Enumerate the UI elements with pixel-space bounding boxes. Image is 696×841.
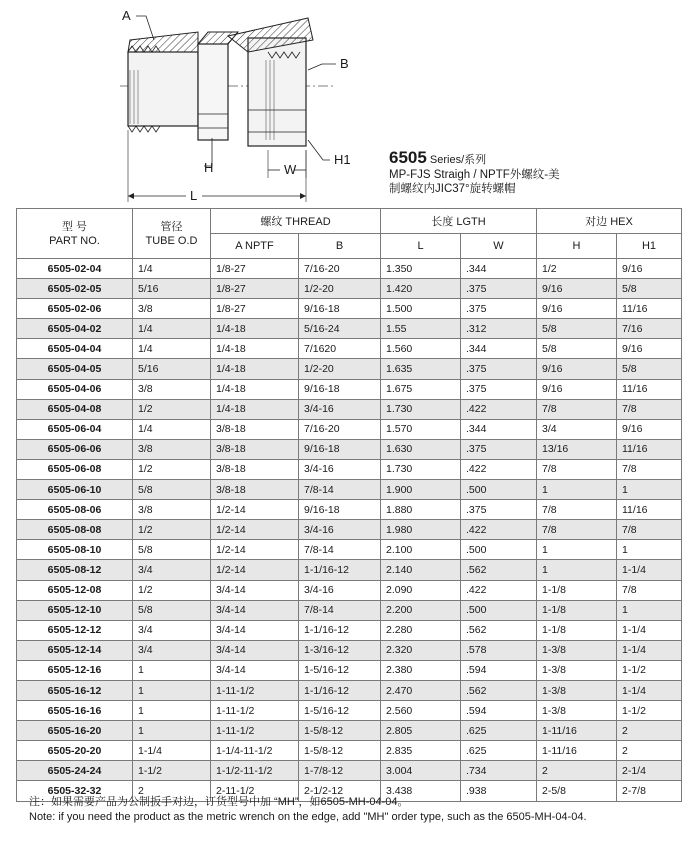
cell-h1: 9/16 [617,339,682,359]
table-row [17,540,682,560]
cell-w: .578 [461,640,537,660]
table-row [17,359,682,379]
cell-h: 1 [537,560,617,580]
cell-tube: 5/8 [133,600,211,620]
cell-h1: 1-1/4 [617,560,682,580]
cell-l: 1.570 [381,419,461,439]
header-w: W [461,234,537,259]
cell-part: 6505-12-12 [17,620,133,640]
cell-l: 1.420 [381,279,461,299]
cell-h: 1-1/8 [537,620,617,640]
table-row [17,259,682,279]
spec-table [16,208,682,802]
cell-h1: 5/8 [617,279,682,299]
cell-l: 1.560 [381,339,461,359]
cell-a: 1/2-14 [211,540,299,560]
cell-w: .625 [461,721,537,741]
cell-l: 3.438 [381,781,461,801]
cell-tube: 3/4 [133,640,211,660]
header-part-cn: 型 号 [61,220,88,233]
cell-a: 1-11-1/2 [211,680,299,700]
cell-l: 2.560 [381,701,461,721]
cell-l: 2.320 [381,640,461,660]
cell-b: 7/16-20 [299,259,381,279]
table-row [17,339,682,359]
cell-w: .375 [461,439,537,459]
cell-b: 3/4-16 [299,459,381,479]
cell-w: .344 [461,419,537,439]
header-tube-od [133,209,211,259]
cell-part: 6505-12-10 [17,600,133,620]
cell-part: 6505-06-10 [17,480,133,500]
cell-a: 1-11-1/2 [211,721,299,741]
cell-h: 7/8 [537,520,617,540]
cell-b: 1-7/8-12 [299,761,381,781]
table-row [17,299,682,319]
cell-tube: 1/4 [133,419,211,439]
cell-h: 7/8 [537,399,617,419]
cell-h1: 11/16 [617,500,682,520]
cell-part: 6505-08-06 [17,500,133,520]
cell-part: 6505-16-16 [17,701,133,721]
cell-b: 9/16-18 [299,439,381,459]
cell-b: 3/4-16 [299,580,381,600]
cell-w: .594 [461,701,537,721]
cell-b: 3/4-16 [299,520,381,540]
cell-part: 6505-16-20 [17,721,133,741]
cell-tube: 1-1/4 [133,741,211,761]
cell-part: 6505-06-06 [17,439,133,459]
cell-a: 3/8-18 [211,439,299,459]
cell-part: 6505-08-12 [17,560,133,580]
cell-part: 6505-04-08 [17,399,133,419]
header-part-en: PART NO. [49,234,100,247]
cell-tube: 1/4 [133,319,211,339]
cell-l: 1.730 [381,399,461,419]
cell-a: 1-1/4-11-1/2 [211,741,299,761]
cell-a: 1-11-1/2 [211,701,299,721]
cell-b: 1-5/8-12 [299,741,381,761]
cell-b: 3/4-16 [299,399,381,419]
cell-l: 1.630 [381,439,461,459]
cell-h: 1 [537,540,617,560]
callout-w: W [284,162,297,177]
cell-a: 3/4-14 [211,600,299,620]
cell-tube: 3/8 [133,379,211,399]
callout-h: H [204,160,214,175]
cell-l: 2.470 [381,680,461,700]
cell-l: 1.55 [381,319,461,339]
cell-w: .312 [461,319,537,339]
note-en: Note: if you need the product as the metric wrench on the edge, add "MH" order type, such as the 6505-MH-04-04. [29,811,587,823]
cell-h: 9/16 [537,379,617,399]
cell-part: 6505-12-16 [17,660,133,680]
cell-tube: 2 [133,781,211,801]
callout-h1: H1 [334,152,351,167]
cell-a: 3/4-14 [211,660,299,680]
cell-tube: 3/8 [133,439,211,459]
table-row [17,660,682,680]
cell-h1: 2-7/8 [617,781,682,801]
cell-w: .594 [461,660,537,680]
cell-w: .734 [461,761,537,781]
cell-tube: 1/2 [133,459,211,479]
cell-l: 1.980 [381,520,461,540]
cell-l: 1.350 [381,259,461,279]
table-row [17,279,682,299]
cell-a: 1/2-14 [211,500,299,520]
cell-a: 3/8-18 [211,459,299,479]
header-a-nptf: A NPTF [211,234,299,259]
cell-h1: 5/8 [617,359,682,379]
cell-l: 2.380 [381,660,461,680]
cell-h: 3/4 [537,419,617,439]
cell-w: .422 [461,520,537,540]
cell-h1: 7/8 [617,399,682,419]
cell-part: 6505-06-08 [17,459,133,479]
table-row [17,560,682,580]
cell-h1: 7/16 [617,319,682,339]
table-row [17,399,682,419]
cell-w: .500 [461,480,537,500]
cell-l: 2.140 [381,560,461,580]
cell-tube: 5/16 [133,359,211,379]
cell-tube: 1-1/2 [133,761,211,781]
cell-l: 1.500 [381,299,461,319]
cell-part: 6505-02-05 [17,279,133,299]
table-row [17,379,682,399]
cell-h: 1-11/16 [537,741,617,761]
table-row [17,419,682,439]
cell-h: 1-11/16 [537,721,617,741]
cell-l: 2.835 [381,741,461,761]
cell-w: .500 [461,600,537,620]
cell-a: 3/4-14 [211,580,299,600]
cell-b: 9/16-18 [299,500,381,520]
cell-part: 6505-24-24 [17,761,133,781]
cell-w: .344 [461,259,537,279]
callout-l: L [190,188,198,203]
cell-part: 6505-04-04 [17,339,133,359]
cell-w: .422 [461,399,537,419]
table-row [17,640,682,660]
table-row [17,620,682,640]
cell-a: 1/4-18 [211,359,299,379]
cell-part: 6505-02-06 [17,299,133,319]
cell-b: 7/8-14 [299,540,381,560]
cell-tube: 1 [133,660,211,680]
cell-part: 6505-04-02 [17,319,133,339]
table-row [17,680,682,700]
cell-tube: 1/2 [133,520,211,540]
cell-b: 7/8-14 [299,480,381,500]
cell-h: 9/16 [537,299,617,319]
cell-a: 1/2-14 [211,560,299,580]
cell-w: .344 [461,339,537,359]
cell-l: 2.100 [381,540,461,560]
cell-tube: 5/16 [133,279,211,299]
fitting-drawing [108,0,388,206]
cell-h: 9/16 [537,359,617,379]
cell-b: 2-1/2-12 [299,781,381,801]
cell-a: 1/4-18 [211,319,299,339]
cell-tube: 5/8 [133,480,211,500]
header-b: B [299,234,381,259]
spec-table-body [17,259,682,802]
callout-b: B [340,56,349,71]
table-row [17,600,682,620]
cell-b: 1/2-20 [299,359,381,379]
cell-b: 1-1/16-12 [299,680,381,700]
cell-l: 2.805 [381,721,461,741]
cell-h1: 7/8 [617,520,682,540]
cell-w: .375 [461,279,537,299]
series-title-block [389,148,689,196]
cell-b: 1-5/16-12 [299,660,381,680]
cell-h1: 1-1/4 [617,680,682,700]
cell-h1: 1 [617,480,682,500]
cell-b: 1/2-20 [299,279,381,299]
cell-b: 9/16-18 [299,379,381,399]
cell-h: 1-3/8 [537,680,617,700]
cell-h1: 7/8 [617,459,682,479]
cell-w: .422 [461,459,537,479]
cell-h1: 2 [617,741,682,761]
cell-w: .422 [461,580,537,600]
cell-a: 1/8-27 [211,259,299,279]
cell-a: 1/8-27 [211,279,299,299]
cell-h1: 9/16 [617,419,682,439]
cell-a: 3/8-18 [211,419,299,439]
cell-h: 1-3/8 [537,660,617,680]
cell-w: .938 [461,781,537,801]
cell-h1: 1-1/4 [617,640,682,660]
fitting-section-diagram [108,0,388,206]
header-tube-en: TUBE O.D [145,234,198,247]
cell-h: 13/16 [537,439,617,459]
cell-h: 7/8 [537,500,617,520]
header-hex: 对边 HEX [537,209,682,234]
cell-h: 1-3/8 [537,701,617,721]
cell-w: .375 [461,379,537,399]
cell-l: 1.635 [381,359,461,379]
table-row [17,459,682,479]
cell-l: 2.200 [381,600,461,620]
cell-a: 3/8-18 [211,480,299,500]
cell-tube: 1/4 [133,339,211,359]
series-word: Series/系列 [426,154,487,166]
table-row [17,520,682,540]
cell-b: 1-1/16-12 [299,620,381,640]
cell-l: 1.880 [381,500,461,520]
cell-h1: 7/8 [617,580,682,600]
cell-h1: 1-1/2 [617,701,682,721]
cell-h1: 9/16 [617,259,682,279]
cell-part: 6505-32-32 [17,781,133,801]
cell-part: 6505-04-06 [17,379,133,399]
header-h1: H1 [617,234,682,259]
cell-w: .375 [461,299,537,319]
cell-a: 1/2-14 [211,520,299,540]
cell-part: 6505-12-08 [17,580,133,600]
cell-part: 6505-08-10 [17,540,133,560]
cell-h1: 1 [617,540,682,560]
series-description-line2: 制螺纹内JIC37°旋转螺帽 [389,183,516,195]
cell-a: 1/4-18 [211,399,299,419]
table-row [17,480,682,500]
cell-w: .375 [461,500,537,520]
table-row [17,500,682,520]
cell-a: 2-11-1/2 [211,781,299,801]
cell-part: 6505-16-12 [17,680,133,700]
cell-b: 7/8-14 [299,600,381,620]
cell-l: 1.675 [381,379,461,399]
table-row [17,761,682,781]
cell-l: 1.730 [381,459,461,479]
cell-a: 1/4-18 [211,379,299,399]
series-code: 6505 [389,148,427,167]
header-l: L [381,234,461,259]
cell-h: 1-1/8 [537,600,617,620]
cell-tube: 3/8 [133,500,211,520]
cell-tube: 1 [133,721,211,741]
callout-a: A [122,8,131,23]
cell-h1: 1-1/2 [617,660,682,680]
cell-a: 1-1/2-11-1/2 [211,761,299,781]
cell-h1: 11/16 [617,299,682,319]
cell-l: 1.900 [381,480,461,500]
table-row [17,439,682,459]
cell-b: 9/16-18 [299,299,381,319]
cell-h1: 2 [617,721,682,741]
header-thread: 螺纹 THREAD [211,209,381,234]
cell-l: 2.280 [381,620,461,640]
header-h: H [537,234,617,259]
header-length: 长度 LGTH [381,209,537,234]
cell-part: 6505-20-20 [17,741,133,761]
cell-b: 7/1620 [299,339,381,359]
cell-a: 3/4-14 [211,640,299,660]
cell-h1: 11/16 [617,439,682,459]
cell-b: 1-3/16-12 [299,640,381,660]
cell-w: .562 [461,560,537,580]
cell-b: 5/16-24 [299,319,381,339]
cell-b: 1-1/16-12 [299,560,381,580]
cell-h: 2 [537,761,617,781]
cell-part: 6505-06-04 [17,419,133,439]
series-heading [389,148,689,168]
header-tube-cn: 管径 [160,220,183,233]
notes [29,795,587,825]
note-cn: 注：如果需要产品为公制扳手对边，订货型号中加 “MH”，如6505-MH-04-04。 [29,796,409,808]
cell-h1: 11/16 [617,379,682,399]
table-row [17,701,682,721]
cell-tube: 1 [133,680,211,700]
cell-h: 1-3/8 [537,640,617,660]
cell-l: 2.090 [381,580,461,600]
cell-w: .625 [461,741,537,761]
cell-a: 1/4-18 [211,339,299,359]
header-part-no [17,209,133,259]
cell-h: 1-1/8 [537,580,617,600]
cell-tube: 3/8 [133,299,211,319]
cell-part: 6505-12-14 [17,640,133,660]
cell-h: 9/16 [537,279,617,299]
cell-a: 3/4-14 [211,620,299,640]
table-row [17,319,682,339]
cell-b: 1-5/8-12 [299,721,381,741]
cell-tube: 1 [133,701,211,721]
table-row [17,741,682,761]
cell-h1: 2-1/4 [617,761,682,781]
cell-h: 1/2 [537,259,617,279]
cell-w: .500 [461,540,537,560]
cell-h: 5/8 [537,339,617,359]
cell-b: 1-5/16-12 [299,701,381,721]
cell-tube: 5/8 [133,540,211,560]
cell-part: 6505-02-04 [17,259,133,279]
cell-l: 3.004 [381,761,461,781]
cell-tube: 3/4 [133,560,211,580]
cell-part: 6505-04-05 [17,359,133,379]
cell-h: 1 [537,480,617,500]
table-row [17,580,682,600]
cell-a: 1/8-27 [211,299,299,319]
cell-tube: 3/4 [133,620,211,640]
series-description-line1: MP-FJS Straigh / NPTF外螺纹-美 [389,169,560,181]
cell-tube: 1/2 [133,399,211,419]
cell-tube: 1/2 [133,580,211,600]
cell-w: .562 [461,680,537,700]
cell-w: .375 [461,359,537,379]
cell-h1: 1 [617,600,682,620]
cell-h: 2-5/8 [537,781,617,801]
cell-h1: 1-1/4 [617,620,682,640]
cell-part: 6505-08-08 [17,520,133,540]
cell-w: .562 [461,620,537,640]
cell-tube: 1/4 [133,259,211,279]
cell-b: 7/16-20 [299,419,381,439]
cell-h: 5/8 [537,319,617,339]
cell-h: 7/8 [537,459,617,479]
table-row [17,721,682,741]
